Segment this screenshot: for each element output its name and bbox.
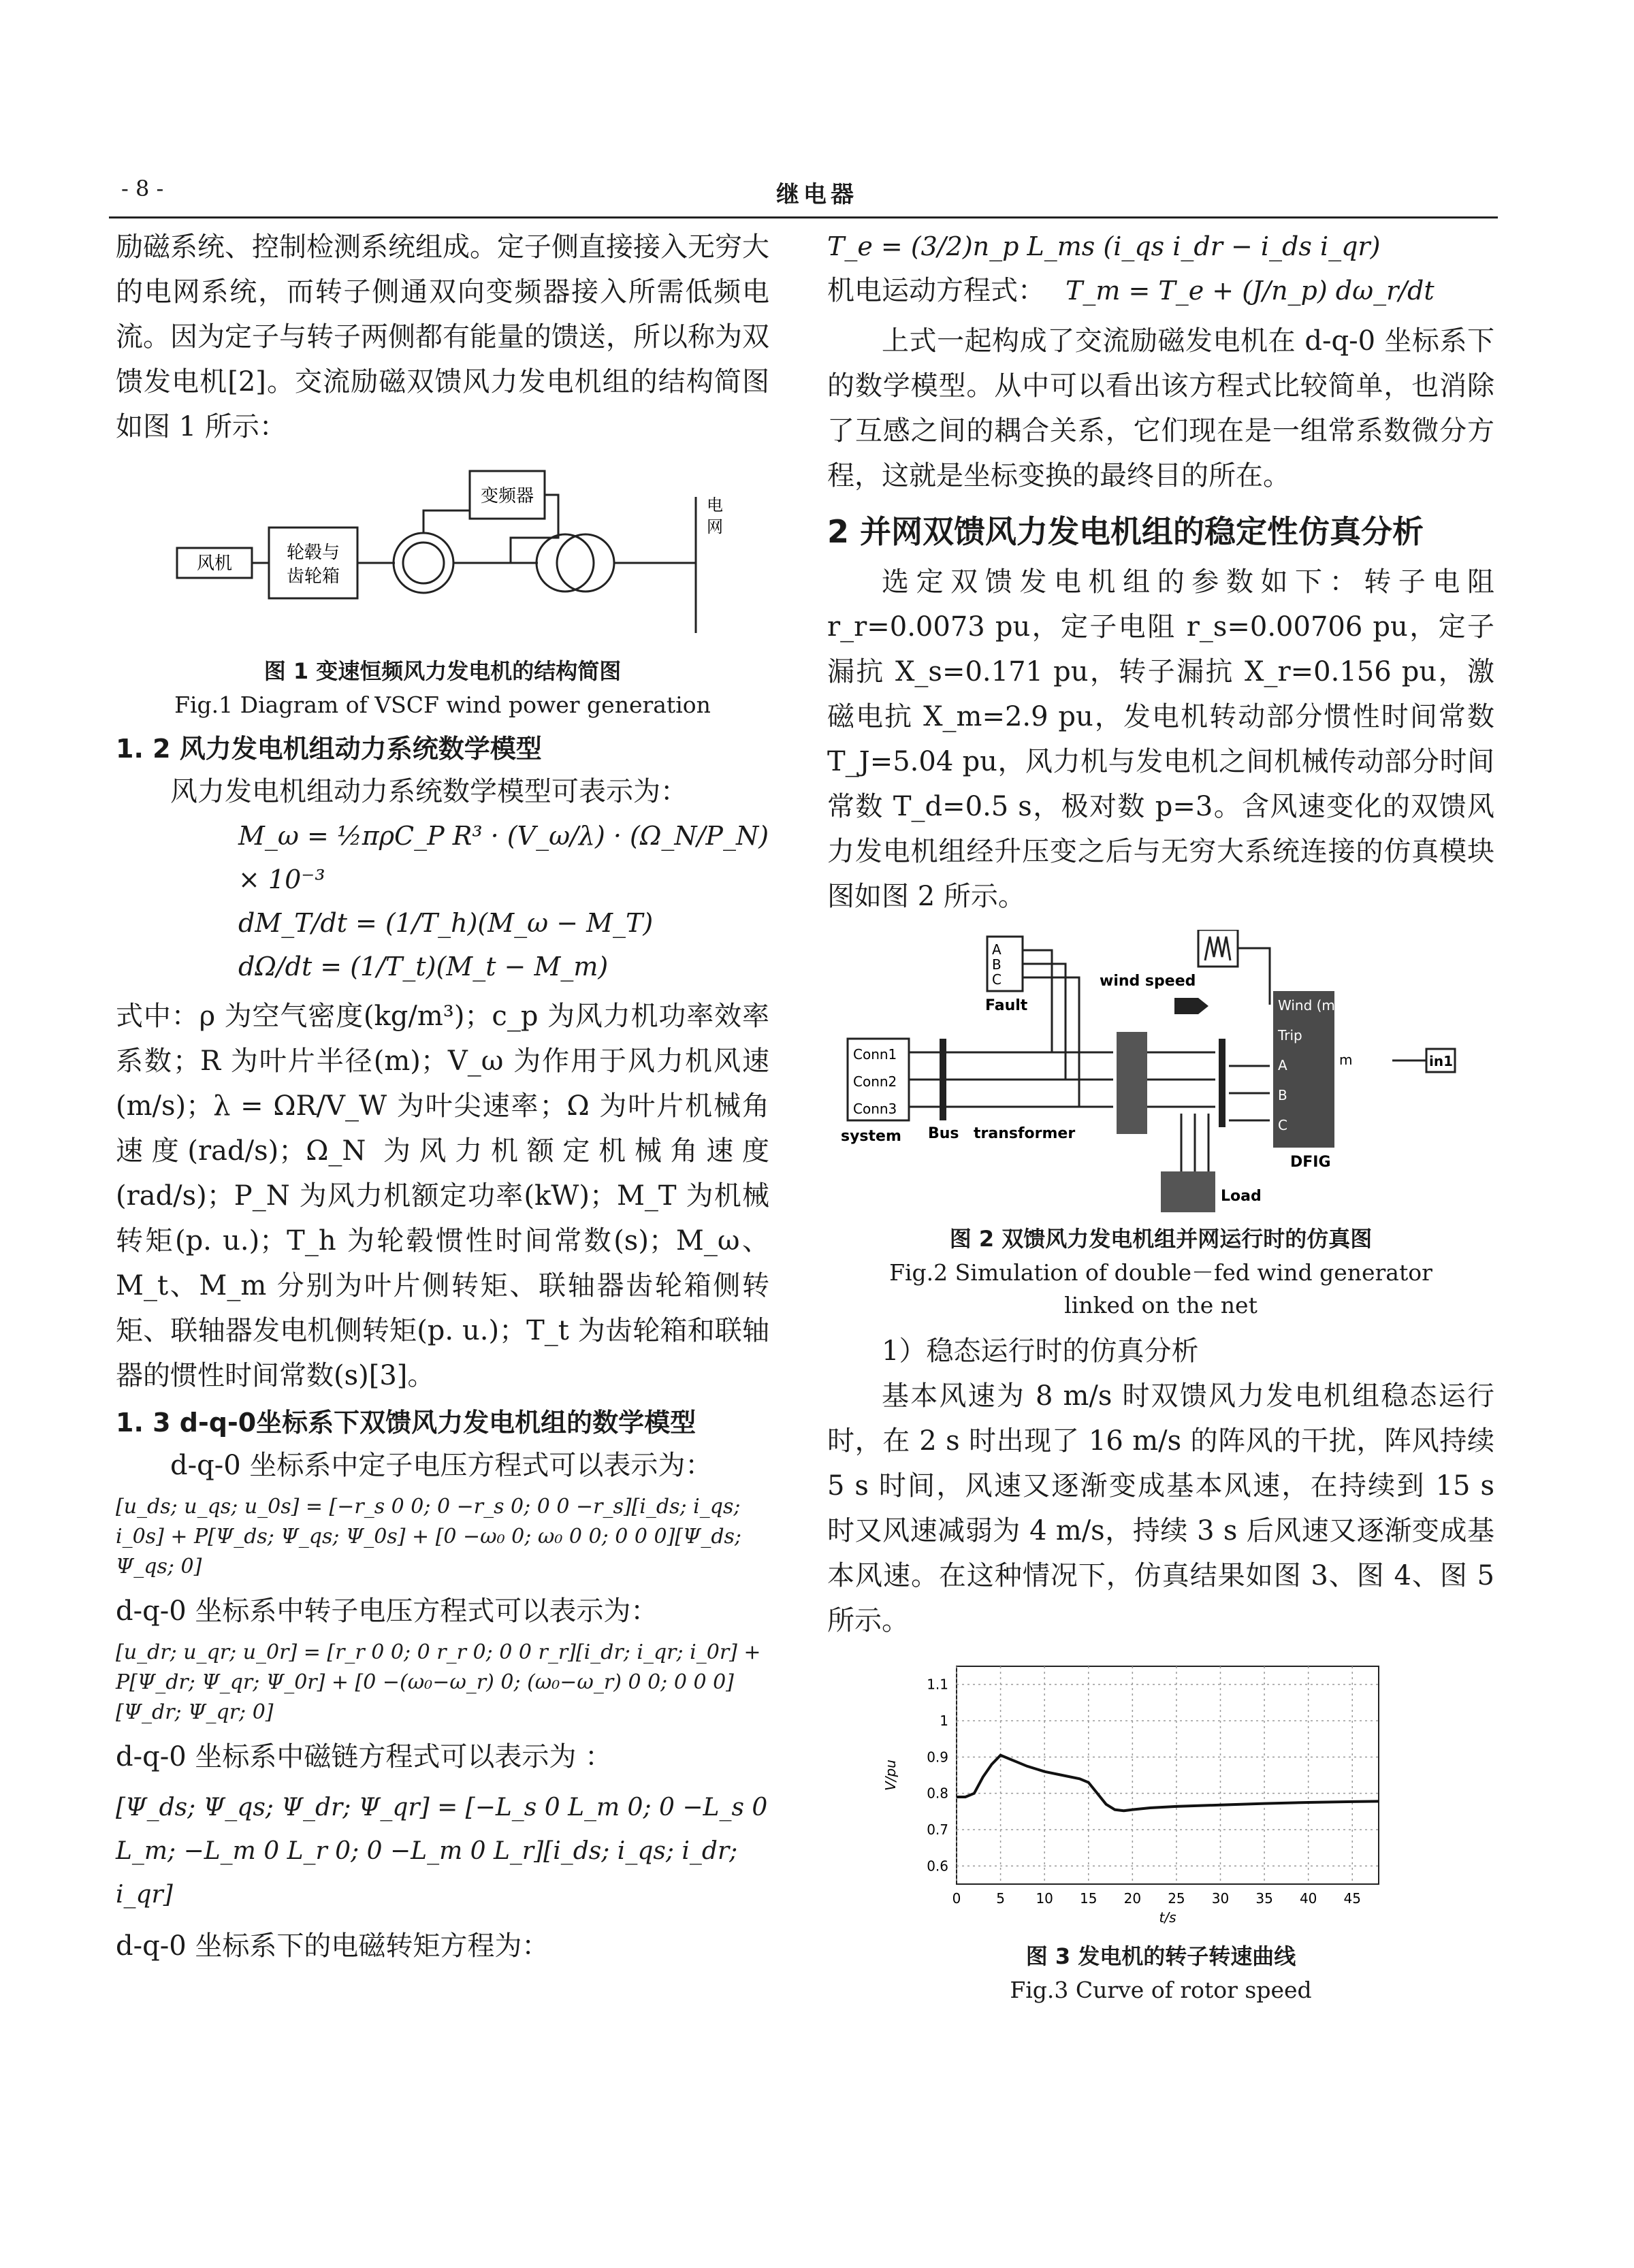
fig2-transformer-label: transformer	[974, 1125, 1076, 1142]
flux-eq-lead: d-q-0 坐标系中磁链方程式可以表示为 ：	[116, 1741, 613, 1772]
fig2-bus-label: Bus	[928, 1125, 959, 1142]
y-tick-label: 0.6	[927, 1858, 948, 1875]
fig2-system-label: system	[841, 1128, 901, 1145]
flux-linkage-equation: [Ψ_ds; Ψ_qs; Ψ_dr; Ψ_qr] = [−L_s 0 L_m 0; 0 −L_s 0 L_m; −L_m 0 L_r 0; 0 −L_m 0 L_r][i_ds; i_qs; i_dr; i_qr]	[116, 1794, 768, 1909]
fig2-caption-cn: 图 2 双馈风力发电机组并网运行时的仿真图	[949, 1226, 1373, 1252]
section-2-title: 2 并网双馈风力发电机组的稳定性仿真分析	[827, 513, 1424, 550]
fig1-grid-line2: 网	[707, 517, 723, 536]
x-axis-label: t/s	[1159, 1909, 1176, 1926]
y-axis-label: V/pu	[882, 1760, 899, 1791]
y-tick-label: 0.7	[927, 1821, 948, 1838]
fig2-fault-label: Fault	[985, 997, 1028, 1014]
fig2-dfig-output: m	[1339, 1052, 1353, 1068]
fig2-conn2: Conn2	[853, 1073, 897, 1090]
rotor-eq-lead: d-q-0 坐标系中转子电压方程式可以表示为：	[116, 1595, 658, 1627]
page-number: - 8 -	[121, 176, 164, 201]
plot-area	[957, 1666, 1379, 1884]
fig2-dfig-port-1: Wind (m	[1278, 997, 1335, 1014]
left-column	[116, 225, 769, 1969]
equation-dmt: dM_T/dt = (1/T_h)(M_ω − M_T)	[238, 908, 654, 938]
fig2-wind-speed-label: wind speed	[1100, 973, 1196, 990]
fig2-dfig-port-4: B	[1278, 1087, 1287, 1103]
torque-eq-lead: d-q-0 坐标系下的电磁转矩方程为：	[116, 1930, 549, 1962]
equation-te: T_e = (3/2)n_p L_ms (i_qs i_dr − i_ds i_qr)	[827, 231, 1381, 261]
fig2-load-label: Load	[1221, 1188, 1262, 1205]
figure-3-rotor-speed-chart	[827, 1653, 1494, 1939]
fig2-terminator: in1	[1429, 1053, 1454, 1069]
fig2-dfig-port-5: C	[1278, 1117, 1287, 1133]
parameters-paragraph: 选定双馈发电机组的参数如下：转子电阻 r_r=0.0073 pu，定子电阻 r_s=0.00706 pu，定子漏抗 X_s=0.171 pu，转子漏抗 X_r=0.156 pu，激磁电抗 X_m=2.9 pu，发电机转动部分惯性时间常数 T_J=5.04 pu，风力机与发电机之间机械传动部分时间常数 T_d=0.5 s，极对数 p=3。含风速变化的双馈风力发电机组经升压变之后与无穷大系统连接的仿真模块图如图 2 所示。	[827, 566, 1494, 912]
fig1-converter-box: 变频器	[480, 486, 534, 506]
equation-domega: dΩ/dt = (1/T_t)(M_t − M_m)	[238, 952, 609, 982]
mech-motion-label: 机电运动方程式：	[827, 275, 1045, 306]
fig2-dfig-label: DFIG	[1290, 1154, 1331, 1171]
fig1-grid-line1: 电	[707, 496, 723, 515]
x-tick-label: 0	[952, 1890, 961, 1907]
x-tick-label: 25	[1168, 1890, 1185, 1907]
fig1-caption-cn: 图 1 变速恒频风力发电机的结构简图	[263, 658, 622, 684]
journal-title: 继电器	[776, 181, 858, 208]
steady-state-paragraph: 基本风速为 8 m/s 时双馈风力发电机组稳态运行时，在 2 s 时出现了 16 m/s 的阵风的干扰，阵风持续 5 s 时间，风速又逐渐变成基本风速，在持续到 15 s 时又风速减弱为 4 m/s，持续 3 s 后风速又逐渐变成基本风速。在这种情况下，仿真结果如图 3、图 4、图 5 所示。	[827, 1380, 1494, 1636]
fig2-dfig-port-3: A	[1278, 1057, 1287, 1073]
y-tick-label: 1	[940, 1713, 948, 1729]
section-1-3-title: 1. 3 d-q-0坐标系下双馈风力发电机组的数学模型	[116, 1408, 696, 1438]
figure-2-simulink	[827, 930, 1494, 1216]
header-rule	[109, 216, 1498, 218]
series-line-rotor-speed	[957, 1755, 1379, 1811]
x-tick-label: 30	[1211, 1890, 1230, 1907]
section-1-2-lead: 风力发电机组动力系统数学模型可表示为：	[170, 776, 688, 807]
fig2-dfig-port-2: Trip	[1278, 1027, 1302, 1043]
stator-eq-lead: d-q-0 坐标系中定子电压方程式可以表示为：	[170, 1450, 713, 1481]
x-tick-label: 35	[1255, 1890, 1273, 1907]
intro-paragraph: 励磁系统、控制检测系统组成。定子侧直接接入无穷大的电网系统，而转子侧通双向变频器接入所需低频电流。因为定子与转子两侧都有能量的馈送，所以称为双馈发电机[2]。交流励磁双馈风力发电机组的结构简图如图 1 所示：	[116, 231, 769, 442]
figure-1-diagram	[116, 456, 769, 653]
y-tick-label: 1.1	[927, 1676, 948, 1693]
equation-tm: T_m = T_e + (J/n_p) dω_r/dt	[1066, 276, 1435, 306]
fig1-caption-en: Fig.1 Diagram of VSCF wind power generation	[174, 692, 711, 718]
x-tick-label: 20	[1123, 1890, 1142, 1907]
fig2-caption-en-2: linked on the net	[1064, 1292, 1257, 1318]
fig2-conn1: Conn1	[853, 1046, 897, 1063]
stator-voltage-equation: [u_ds; u_qs; u_0s] = [−r_s 0 0; 0 −r_s 0; 0 0 −r_s][i_ds; i_qs; i_0s] + P[Ψ_ds; Ψ_qs; Ψ_0s] + [0 −ω₀ 0; ω₀ 0 0; 0 0 0][Ψ_ds; Ψ_qs; 0]	[116, 1495, 742, 1578]
fig3-caption-en: Fig.3 Curve of rotor speed	[1010, 1977, 1312, 2003]
fig1-wind-box: 风机	[196, 553, 233, 574]
fig2-abc-a: A	[992, 941, 1002, 958]
section-1-2-title: 1. 2 风力发电机组动力系统数学模型	[116, 734, 542, 764]
definitions-paragraph: 式中：ρ 为空气密度(kg/m³)；c_p 为风力机功率效率系数；R 为叶片半径(m)；V_ω 为作用于风力机风速(m/s)；λ = ΩR/V_W 为叶尖速率；Ω 为叶片机械角速度(rad/s)；Ω_N 为风力机额定机械角速度(rad/s)；P_N 为风力机额定功率(kW)；M_T 为机械转矩(p. u.)；T_h 为轮毂惯性时间常数(s)；M_ω、M_t、M_m 分别为叶片侧转矩、联轴器齿轮箱侧转矩、联轴器发电机侧转矩(p. u.)；T_t 为齿轮箱和联轴器的惯性时间常数(s)[3]。	[116, 1001, 769, 1391]
fig1-gear-line1: 轮毂与	[286, 542, 340, 563]
summary-paragraph: 上式一起构成了交流励磁发电机在 d-q-0 坐标系下的数学模型。从中可以看出该方程式比较简单，也消除了互感之间的耦合关系，它们现在是一组常系数微分方程，这就是坐标变换的最终目的所在。	[827, 325, 1494, 491]
fig3-caption-cn: 图 3 发电机的转子转速曲线	[1025, 1943, 1296, 1969]
x-tick-label: 45	[1343, 1890, 1361, 1907]
x-tick-label: 40	[1299, 1890, 1317, 1907]
y-tick-label: 0.8	[927, 1785, 948, 1802]
x-tick-label: 5	[996, 1890, 1005, 1907]
fig2-caption-en-1: Fig.2 Simulation of double－fed wind generator	[889, 1259, 1432, 1286]
rotor-voltage-equation: [u_dr; u_qr; u_0r] = [r_r 0 0; 0 r_r 0; 0 0 r_r][i_dr; i_qr; i_0r] + P[Ψ_dr; Ψ_qr; Ψ_0r] + [0 −(ω₀−ω_r) 0; (ω₀−ω_r) 0 0; 0 0 0][Ψ_dr; Ψ_qr; 0]	[116, 1640, 761, 1724]
right-column	[827, 225, 1494, 2007]
fig1-gear-line2: 齿轮箱	[286, 566, 340, 587]
fig2-abc-b: B	[992, 956, 1002, 973]
x-tick-label: 15	[1080, 1890, 1098, 1907]
y-tick-label: 0.9	[927, 1749, 948, 1766]
fig2-abc-c: C	[992, 971, 1002, 988]
x-tick-label: 10	[1036, 1890, 1053, 1907]
equation-mw: M_ω = ½πρC_P R³ · (V_ω/λ) · (Ω_N/P_N) × 10⁻³	[238, 821, 769, 894]
fig2-conn3: Conn3	[853, 1101, 897, 1117]
subsection-1-title: 1）稳态运行时的仿真分析	[882, 1335, 1199, 1367]
